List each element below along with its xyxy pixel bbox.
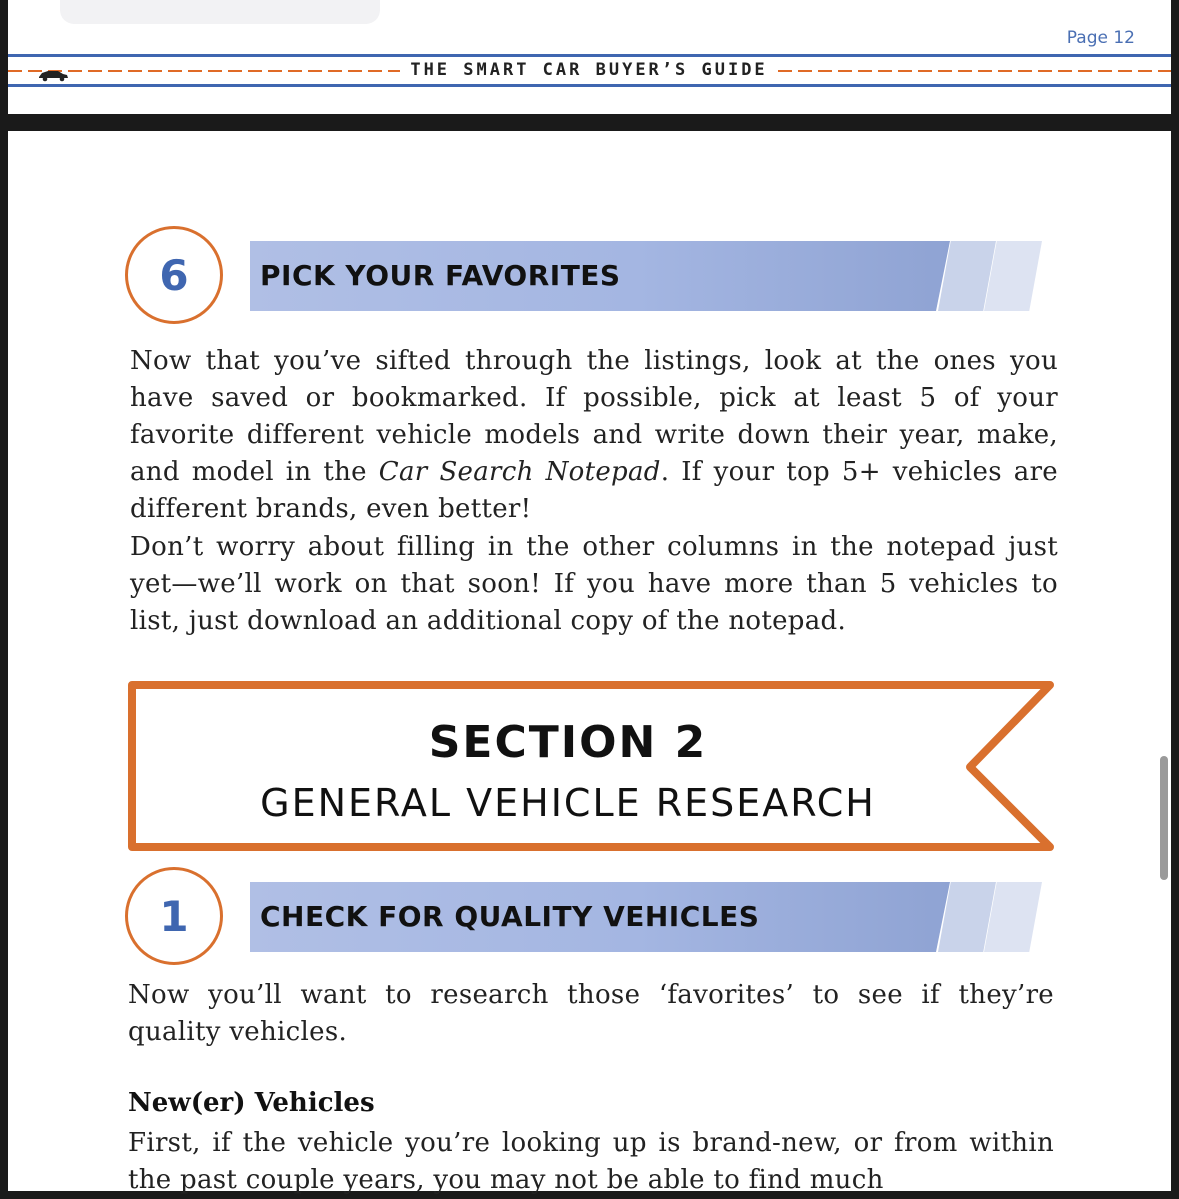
page-number: Page 12 — [1066, 28, 1135, 48]
text-run: Now that you’ve sifted through the listings, look at the ones you have saved or bookmarked. If possible, pick at least 5 of your favorite different vehicle models and write down their year, make, and model in the — [130, 346, 1058, 487]
subheading: New(er) Vehicles — [128, 1088, 375, 1118]
section-banner — [128, 681, 1058, 853]
step6-paragraph-1 — [130, 343, 1058, 528]
section-subtitle: GENERAL VEHICLE RESEARCH — [260, 781, 876, 825]
step-heading-banner — [250, 241, 1050, 311]
header-dashed-rule-right — [778, 70, 1171, 72]
step-number-badge: 1 — [125, 867, 223, 965]
step-heading: CHECK FOR QUALITY VEHICLES — [260, 900, 760, 933]
step-number-badge: 6 — [125, 226, 223, 324]
guide-title: THE SMART CAR BUYER’S GUIDE — [410, 60, 768, 80]
step-heading: PICK YOUR FAVORITES — [260, 259, 621, 292]
car-icon — [36, 68, 70, 82]
document-page — [8, 131, 1171, 1195]
step6-paragraph-2: Don’t worry about filling in the other columns in the notepad just yet—we’ll work on that soon! If you have more than 5 vehicles to list, just download an additional copy of the notepad. — [130, 532, 1058, 636]
previous-page-block — [60, 0, 380, 24]
step1-paragraph-1: Now you’ll want to research those ‘favorites’ to see if they’re quality vehicles. — [128, 980, 1054, 1047]
header-rule-bottom — [8, 84, 1171, 87]
step-heading-banner — [250, 882, 1050, 952]
text-run: . If your top 5+ vehicles are different brands, even better! — [130, 457, 1058, 524]
vertical-scrollbar[interactable] — [1160, 756, 1168, 880]
notepad-title-italic: Car Search Notepad — [378, 457, 661, 487]
previous-page-fragment — [8, 0, 1171, 114]
header-rule-top — [8, 54, 1171, 57]
step1-paragraph-2: First, if the vehicle you’re looking up is brand-new, or from within the past couple years, you may not be able to find much — [128, 1128, 1054, 1195]
section-title: SECTION 2 — [428, 717, 708, 768]
